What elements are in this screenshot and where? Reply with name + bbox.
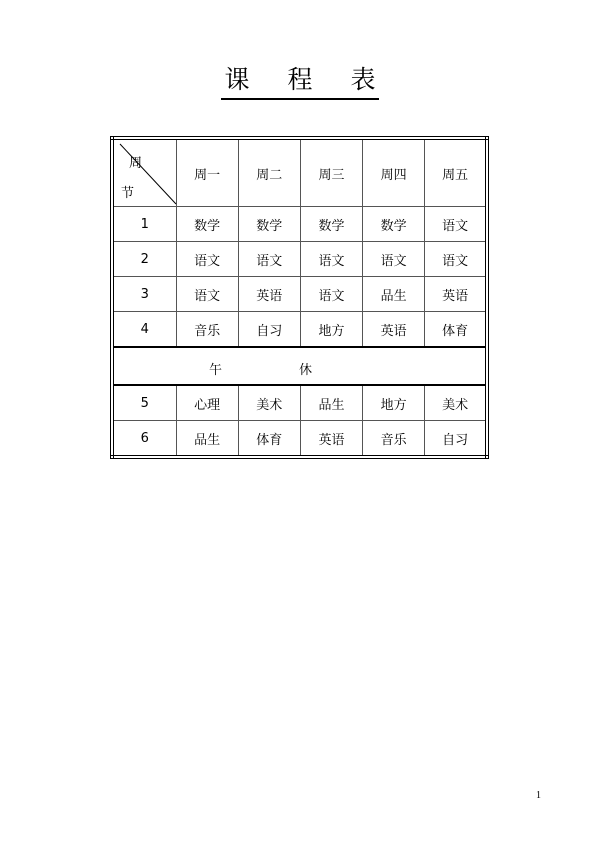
class-cell: 语文: [300, 277, 362, 312]
corner-period-label: 节: [121, 186, 135, 201]
period-number: 5: [112, 385, 176, 421]
day-header: 周二: [238, 138, 300, 207]
class-cell: 地方: [300, 312, 362, 348]
class-cell: 品生: [363, 277, 425, 312]
class-cell: 体育: [425, 312, 487, 348]
class-cell: 地方: [363, 385, 425, 421]
class-cell: 自习: [238, 312, 300, 348]
lunch-break-row: [112, 347, 487, 385]
class-cell: 自习: [425, 421, 487, 458]
day-header: 周三: [300, 138, 362, 207]
table-row: [112, 312, 487, 348]
table-row: [112, 385, 487, 421]
corner-cell: [112, 138, 176, 207]
table-row: [112, 421, 487, 458]
class-cell: 美术: [425, 385, 487, 421]
table-row: [112, 207, 487, 242]
class-cell: 心理: [176, 385, 238, 421]
lunch-break-label-part1: 午: [209, 363, 223, 378]
class-cell: 美术: [238, 385, 300, 421]
table-row: [112, 242, 487, 277]
class-cell: 语文: [300, 242, 362, 277]
title-char: 表: [350, 65, 376, 94]
page-title: [0, 62, 600, 100]
period-number: 4: [112, 312, 176, 348]
page-number: 1: [536, 790, 541, 801]
class-cell: 语文: [425, 242, 487, 277]
lunch-break-cell: [112, 347, 487, 385]
table-row: [112, 277, 487, 312]
class-cell: 数学: [238, 207, 300, 242]
class-cell: 音乐: [363, 421, 425, 458]
header-row: [112, 138, 487, 207]
title-underline: [221, 62, 378, 100]
class-cell: 品生: [176, 421, 238, 458]
title-char: 课: [224, 65, 250, 94]
period-number: 1: [112, 207, 176, 242]
schedule-table: [110, 136, 489, 459]
corner-week-label: 周: [129, 156, 143, 171]
class-cell: 语文: [425, 207, 487, 242]
class-cell: 英语: [238, 277, 300, 312]
period-number: 6: [112, 421, 176, 458]
class-cell: 数学: [176, 207, 238, 242]
class-cell: 语文: [238, 242, 300, 277]
lunch-break-label-part2: 休: [299, 363, 313, 378]
title-char: 程: [287, 65, 313, 94]
class-cell: 语文: [363, 242, 425, 277]
class-cell: 英语: [363, 312, 425, 348]
class-cell: 数学: [300, 207, 362, 242]
class-cell: 体育: [238, 421, 300, 458]
class-cell: 品生: [300, 385, 362, 421]
class-cell: 语文: [176, 277, 238, 312]
class-cell: 数学: [363, 207, 425, 242]
day-header: 周五: [425, 138, 487, 207]
class-cell: 英语: [300, 421, 362, 458]
period-number: 3: [112, 277, 176, 312]
day-header: 周一: [176, 138, 238, 207]
day-header: 周四: [363, 138, 425, 207]
class-cell: 音乐: [176, 312, 238, 348]
class-cell: 英语: [425, 277, 487, 312]
period-number: 2: [112, 242, 176, 277]
class-cell: 语文: [176, 242, 238, 277]
